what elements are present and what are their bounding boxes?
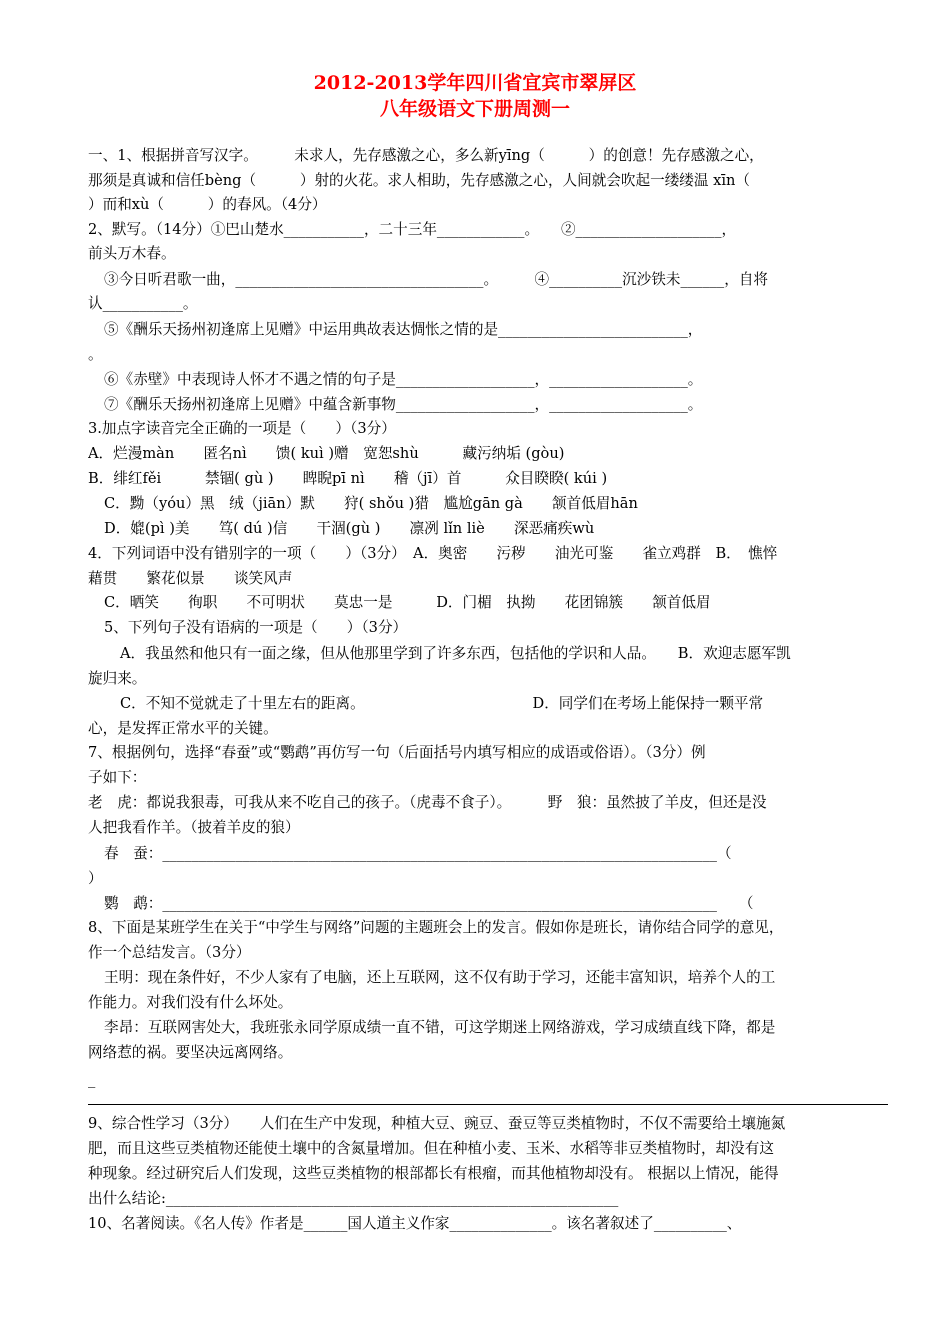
q2-item-3: ③今日听君歌一曲，__________________________________。 ④__________沉沙铁未______，自将 [104,271,769,288]
q5-option-cd-cont: 心，是发挥正常水平的关键。 [88,720,278,737]
q3-option-c: C．黝（yóu）黑 绒（jiān）默 狩( shǒu )猎 尴尬gān gà 颔首低眉hān [104,495,638,512]
q3-option-b: B．绯红fěi 禁锢( gù ) 睥睨pī nì 稽（jī）首 众目睽睽( kúi ) [88,470,608,487]
q9-line-2: 肥，而且这些豆类植物还能使土壤中的含氮量增加。但在种植小麦、玉米、水稻等非豆类植物时，却没有这 [88,1140,774,1157]
q4-options-cd: C．晒笑 徇职 不可明状 莫忠一是 D．门楣 执拗 花团锦簇 颔首低眉 [104,594,711,611]
q5-option-ab-cont: 旋归来。 [88,670,147,687]
q7-example-1: 老 虎：都说我狠毒，可我从来不吃自己的孩子。（虎毒不食子）。 野 狼：虽然披了羊皮，但还是没 [88,794,767,811]
q7-example-2: 人把我看作羊。（披着羊皮的狼） [88,819,300,836]
q2-item-3-cont: 认___________。 [88,295,198,312]
q8-wangming: 王明：现在条件好，不少人家有了电脑，还上互联网，这不仅有助于学习，还能丰富知识，培养个人的工 [104,969,776,986]
q2-item-6: ⑥《赤壁》中表现诗人怀才不遇之情的句子是___________________，___________________。 [104,371,703,388]
q8-stem: 8、下面是某班学生在关于“中学生与网络”问题的主题班会上的发言。假如你是班长，请你结合同学的意见， [88,919,784,936]
q7-answer-silkworm-cont: ） [88,870,103,887]
q9-line-1: 9、综合性学习（3分） 人们在生产中发现，种植大豆、豌豆、蚕豆等豆类植物时，不仅不需要给土壤施氮 [88,1115,786,1132]
q2-line-2: 前头万木春。 [88,245,176,262]
q10-line-1: 10、名著阅读。《名人传》作者是______国人道主义作家______________。该名著叙述了__________、 [88,1215,742,1232]
q5-option-cd: C．不知不觉就走了十里左右的距离。 D．同学们在考场上能保持一颗平常 [120,695,764,712]
q3-option-a: A．烂漫màn 匿名nì 馈( kuì )赠 宽恕shù 藏污纳垢 (gòu) [88,445,565,462]
title-line-1: 2012-2013学年四川省宜宾市翠屏区 [313,72,637,94]
q2-item-5: ⑤《酬乐天扬州初逢席上见赠》中运用典故表达惆怅之情的是__________________________， [104,321,703,338]
q2-line-1: 2、默写。（14分）①巴山楚水___________，二十三年____________。 ②____________________， [88,221,737,238]
q2-item-5-cont: 。 [88,346,103,363]
q9-line-3: 种现象。经过研究后人们发现，这些豆类植物的根部都长有根瘤，而其他植物却没有。 根据以上情况，能得 [88,1165,779,1182]
q5-stem: 5、下列句子没有语病的一项是（ ）（3分） [104,619,408,636]
q3-option-d: D．媲(pì )美 笃( dú )信 干涸(gù ) 凛冽 lǐn liè 深恶痛疾wù [104,520,595,537]
q7-stem: 7、根据例句，选择“春蚕”或“鹦鹉”再仿写一句（后面括号内填写相应的成语或俗语）。（3分）例 [88,744,706,761]
q8-stem-cont: 作一个总结发言。（3分） [88,944,251,961]
q8-answer-rule [88,1104,888,1105]
q4-stem-cont: 藉贯 繁花似景 谈笑风声 [88,570,293,587]
q7-answer-parrot[interactable]: 鹦 鹉：____________________________________________________________________________ （ [104,895,754,912]
q8-liang-cont: 网络惹的祸。要坚决远离网络。 [88,1044,293,1061]
q2-item-7: ⑦《酬乐天扬州初逢席上见赠》中蕴含新事物___________________，___________________。 [104,396,703,413]
title-line-2: 八年级语文下册周测一 [379,98,570,120]
q8-liang: 李昂：互联网害处大，我班张永同学原成绩一直不错，可这学期迷上网络游戏，学习成绩直线下降，都是 [104,1019,776,1036]
q1-line-1: 一、1、根据拼音写汉字。 未求人，先存感激之心，多么新yīng（ ）的创意！先存感激之心， [88,147,764,164]
q4-stem: 4．下列词语中没有错别字的一项（ ）（3分） A．奥密 污秽 油光可鉴 雀立鸡群 B． 憔悴 [88,545,778,562]
q9-line-4[interactable]: 出什么结论:______________________________________________________________ [88,1190,619,1207]
q7-stem-cont: 子如下： [88,769,147,786]
q7-answer-silkworm[interactable]: 春 蚕：____________________________________________________________________________（ [104,845,732,862]
q8-answer-line[interactable]: _ [88,1071,96,1088]
q8-wangming-cont: 作能力。对我们没有什么坏处。 [88,994,293,1011]
q1-line-3: ）而和xù（ ）的春风。（4分） [88,196,327,213]
q1-line-2: 那须是真诚和信任bèng（ ）射的火花。求人相助，先存感激之心，人间就会吹起一缕缕温 xīn（ [88,172,751,189]
q3-stem: 3.加点字读音完全正确的一项是（ ）（3分） [88,420,396,437]
q5-option-ab: A．我虽然和他只有一面之缘，但从他那里学到了许多东西，包括他的学识和人品。 B．欢迎志愿军凯 [120,645,791,662]
